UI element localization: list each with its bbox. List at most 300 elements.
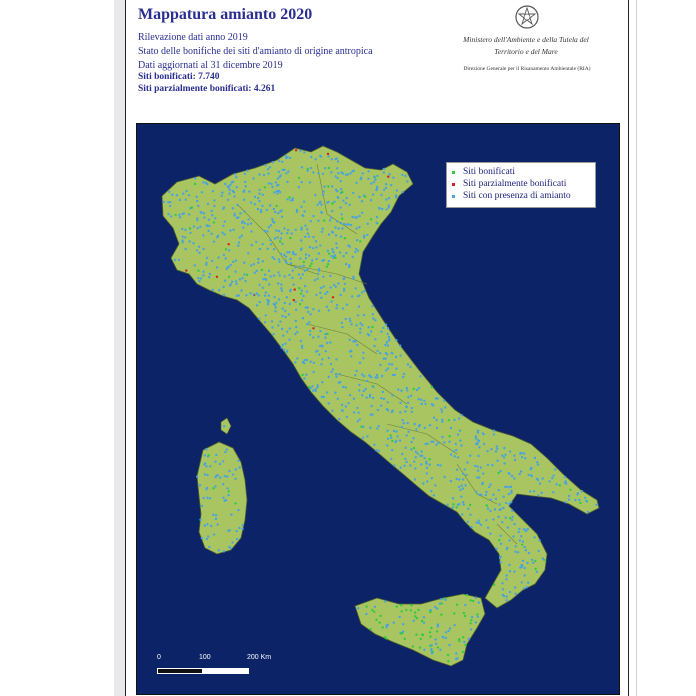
- site-dot: [387, 438, 389, 440]
- site-dot: [168, 191, 170, 193]
- site-dot: [416, 617, 418, 619]
- site-dot: [267, 168, 269, 170]
- site-dot: [408, 431, 410, 433]
- site-dot: [380, 397, 382, 399]
- site-dot: [250, 222, 252, 224]
- site-dot: [389, 434, 391, 436]
- site-dot: [498, 539, 500, 541]
- site-dot: [392, 177, 394, 179]
- site-dot: [312, 389, 314, 391]
- site-dot: [568, 495, 570, 497]
- site-dot: [370, 405, 372, 407]
- reclaimed-sites-count: Siti bonificati: 7.740: [138, 72, 220, 82]
- site-dot: [458, 503, 460, 505]
- site-dot: [197, 205, 199, 207]
- site-dot: [361, 200, 363, 202]
- site-dot: [448, 435, 450, 437]
- site-dot: [349, 204, 351, 206]
- site-dot: [357, 412, 359, 414]
- site-dot: [300, 181, 302, 183]
- site-dot: [310, 361, 312, 363]
- site-dot: [197, 227, 199, 229]
- site-dot: [401, 174, 403, 176]
- site-dot: [314, 279, 316, 281]
- site-dot: [495, 498, 497, 500]
- site-dot: [306, 290, 308, 292]
- site-dot: [267, 303, 269, 305]
- site-dot: [499, 557, 501, 559]
- site-dot: [455, 443, 457, 445]
- site-dot: [401, 419, 403, 421]
- site-dot: [294, 361, 296, 363]
- site-dot: [317, 220, 319, 222]
- site-dot: [413, 460, 415, 462]
- site-dot: [367, 223, 369, 225]
- site-dot: [341, 409, 343, 411]
- site-dot: [330, 371, 332, 373]
- site-dot: [450, 427, 452, 429]
- site-dot: [184, 236, 186, 238]
- site-dot: [505, 578, 507, 580]
- site-dot: [256, 292, 258, 294]
- site-dot: [504, 486, 506, 488]
- site-dot: [237, 245, 239, 247]
- site-dot: [226, 448, 228, 450]
- site-dot: [358, 226, 360, 228]
- site-dot: [399, 345, 401, 347]
- site-dot: [289, 237, 291, 239]
- site-dot: [328, 309, 330, 311]
- site-dot: [286, 198, 288, 200]
- site-dot: [373, 176, 375, 178]
- site-dot: [514, 551, 516, 553]
- site-dot: [357, 250, 359, 252]
- site-dot: [445, 599, 447, 601]
- site-dot: [508, 473, 510, 475]
- site-dot: [518, 528, 520, 530]
- site-dot: [502, 507, 504, 509]
- site-dot: [279, 174, 281, 176]
- site-dot: [448, 441, 450, 443]
- survey-year-line: Rilevazione dati anno 2019: [138, 32, 248, 43]
- site-dot: [531, 475, 533, 477]
- site-dot: [288, 339, 290, 341]
- site-dot: [327, 155, 329, 157]
- site-dot: [423, 457, 425, 459]
- site-dot: [196, 249, 198, 251]
- site-dot: [335, 242, 337, 244]
- site-dot: [461, 414, 463, 416]
- site-dot: [350, 224, 352, 226]
- site-dot: [367, 178, 369, 180]
- site-dot: [496, 445, 498, 447]
- site-dot: [273, 275, 275, 277]
- site-dot: [343, 277, 345, 279]
- site-dot: [295, 309, 297, 311]
- site-dot: [456, 604, 458, 606]
- site-dot: [312, 336, 314, 338]
- site-dot: [480, 494, 482, 496]
- site-dot: [424, 403, 426, 405]
- site-dot: [402, 623, 404, 625]
- site-dot: [467, 521, 469, 523]
- site-dot: [401, 453, 403, 455]
- site-dot: [537, 463, 539, 465]
- site-dot: [170, 215, 172, 217]
- site-dot: [374, 606, 376, 608]
- site-dot: [480, 524, 482, 526]
- site-dot: [311, 259, 313, 261]
- site-dot: [476, 442, 478, 444]
- site-dot: [280, 287, 282, 289]
- site-dot: [356, 407, 358, 409]
- site-dot: [489, 510, 491, 512]
- site-dot: [420, 463, 422, 465]
- site-dot: [218, 549, 220, 551]
- site-dot: [335, 175, 337, 177]
- site-dot: [400, 632, 402, 634]
- site-dot: [447, 654, 449, 656]
- site-dot: [182, 236, 184, 238]
- site-dot: [313, 362, 315, 364]
- site-dot: [439, 602, 441, 604]
- site-dot: [281, 161, 283, 163]
- site-dot: [581, 490, 583, 492]
- site-dot: [312, 236, 314, 238]
- site-dot: [435, 419, 437, 421]
- site-dot: [224, 220, 226, 222]
- site-dot: [346, 197, 348, 199]
- site-dot: [225, 248, 227, 250]
- site-dot: [194, 264, 196, 266]
- site-dot: [202, 271, 204, 273]
- site-dot: [505, 517, 507, 519]
- site-dot: [453, 612, 455, 614]
- site-dot: [204, 524, 206, 526]
- site-dot: [410, 395, 412, 397]
- site-dot: [295, 326, 297, 328]
- site-dot: [461, 484, 463, 486]
- site-dot: [343, 290, 345, 292]
- site-dot: [331, 202, 333, 204]
- site-dot: [244, 181, 246, 183]
- site-dot: [309, 333, 311, 335]
- site-dot: [219, 463, 221, 465]
- site-dot: [492, 494, 494, 496]
- site-dot: [295, 253, 297, 255]
- site-dot: [211, 214, 213, 216]
- site-dot: [330, 363, 332, 365]
- site-dot: [391, 411, 393, 413]
- site-dot: [475, 491, 477, 493]
- site-dot: [337, 160, 339, 162]
- site-dot: [416, 389, 418, 391]
- site-dot: [487, 527, 489, 529]
- site-dot: [205, 448, 207, 450]
- site-dot: [471, 616, 473, 618]
- site-dot: [386, 408, 388, 410]
- site-dot: [428, 464, 430, 466]
- site-dot: [415, 451, 417, 453]
- site-dot: [257, 262, 259, 264]
- site-dot: [306, 228, 308, 230]
- site-dot: [384, 344, 386, 346]
- site-dot: [321, 260, 323, 262]
- site-dot: [277, 184, 279, 186]
- site-dot: [358, 306, 360, 308]
- right-gutter: [629, 0, 696, 696]
- site-dot: [243, 262, 245, 264]
- site-dot: [526, 562, 528, 564]
- site-dot: [303, 265, 305, 267]
- site-dot: [320, 204, 322, 206]
- site-dot: [228, 470, 230, 472]
- site-dot: [191, 206, 193, 208]
- site-dot: [412, 645, 414, 647]
- site-dot: [183, 212, 185, 214]
- site-dot: [323, 285, 325, 287]
- site-dot: [307, 168, 309, 170]
- site-dot: [452, 503, 454, 505]
- site-dot: [340, 294, 342, 296]
- site-dot: [256, 270, 258, 272]
- site-dot: [277, 271, 279, 273]
- site-dot: [483, 443, 485, 445]
- site-dot: [233, 214, 235, 216]
- site-dot: [310, 167, 312, 169]
- site-dot: [243, 199, 245, 201]
- site-dot: [306, 268, 308, 270]
- site-dot: [305, 257, 307, 259]
- site-dot: [355, 287, 357, 289]
- site-dot: [328, 402, 330, 404]
- site-dot: [257, 197, 259, 199]
- site-dot: [414, 611, 416, 613]
- site-dot: [469, 455, 471, 457]
- site-dot: [286, 232, 288, 234]
- site-dot: [224, 500, 226, 502]
- site-dot: [292, 253, 294, 255]
- legend-swatch-partial: [452, 183, 455, 186]
- site-dot: [437, 397, 439, 399]
- site-dot: [374, 179, 376, 181]
- site-dot: [169, 205, 171, 207]
- site-dot: [279, 240, 281, 242]
- legend-item-asbestos: [452, 190, 590, 202]
- site-dot: [568, 499, 570, 501]
- site-dot: [425, 443, 427, 445]
- site-dot: [294, 288, 296, 290]
- site-dot: [517, 551, 519, 553]
- site-dot: [303, 261, 305, 263]
- site-dot: [284, 316, 286, 318]
- site-dot: [294, 333, 296, 335]
- site-dot: [417, 452, 419, 454]
- site-dot: [357, 607, 359, 609]
- site-dot: [413, 620, 415, 622]
- site-dot: [308, 255, 310, 257]
- site-dot: [306, 323, 308, 325]
- site-dot: [277, 178, 279, 180]
- site-dot: [380, 331, 382, 333]
- site-dot: [288, 196, 290, 198]
- site-dot: [289, 290, 291, 292]
- site-dot: [310, 220, 312, 222]
- site-dot: [404, 410, 406, 412]
- site-dot: [230, 264, 232, 266]
- site-dot: [506, 595, 508, 597]
- site-dot: [270, 275, 272, 277]
- site-dot: [464, 484, 466, 486]
- site-dot: [246, 274, 248, 276]
- site-dot: [218, 289, 220, 291]
- site-dot: [356, 239, 358, 241]
- site-dot: [284, 302, 286, 304]
- site-dot: [396, 605, 398, 607]
- site-dot: [387, 176, 389, 178]
- site-dot: [523, 452, 525, 454]
- site-dot: [411, 407, 413, 409]
- site-dot: [493, 430, 495, 432]
- site-dot: [266, 299, 268, 301]
- site-dot: [171, 194, 173, 196]
- site-dot: [356, 344, 358, 346]
- site-dot: [228, 249, 230, 251]
- site-dot: [302, 317, 304, 319]
- site-dot: [382, 626, 384, 628]
- site-dot: [345, 202, 347, 204]
- site-dot: [323, 191, 325, 193]
- site-dot: [321, 212, 323, 214]
- site-dot: [439, 649, 441, 651]
- site-dot: [258, 318, 260, 320]
- site-dot: [206, 523, 208, 525]
- site-dot: [463, 641, 465, 643]
- site-dot: [247, 223, 249, 225]
- site-dot: [232, 181, 234, 183]
- site-dot: [235, 176, 237, 178]
- site-dot: [478, 476, 480, 478]
- site-dot: [211, 210, 213, 212]
- site-dot: [322, 173, 324, 175]
- site-dot: [413, 447, 415, 449]
- site-dot: [504, 454, 506, 456]
- site-dot: [206, 225, 208, 227]
- site-dot: [519, 452, 521, 454]
- site-dot: [318, 310, 320, 312]
- site-dot: [320, 297, 322, 299]
- site-dot: [321, 231, 323, 233]
- site-dot: [285, 262, 287, 264]
- site-dot: [223, 254, 225, 256]
- site-dot: [236, 204, 238, 206]
- site-dot: [284, 310, 286, 312]
- site-dot: [357, 295, 359, 297]
- site-dot: [228, 243, 230, 245]
- site-dot: [286, 296, 288, 298]
- site-dot: [283, 169, 285, 171]
- site-dot: [257, 258, 259, 260]
- site-dot: [395, 356, 397, 358]
- site-dot: [458, 478, 460, 480]
- site-dot: [198, 246, 200, 248]
- site-dot: [269, 204, 271, 206]
- site-dot: [339, 373, 341, 375]
- site-dot: [312, 327, 314, 329]
- site-dot: [258, 173, 260, 175]
- site-dot: [179, 216, 181, 218]
- site-dot: [500, 535, 502, 537]
- site-dot: [264, 295, 266, 297]
- site-dot: [198, 252, 200, 254]
- site-dot: [335, 307, 337, 309]
- site-dot: [300, 206, 302, 208]
- site-dot: [254, 203, 256, 205]
- site-dot: [312, 171, 314, 173]
- site-dot: [309, 246, 311, 248]
- site-dot: [502, 594, 504, 596]
- site-dot: [328, 253, 330, 255]
- site-dot: [209, 497, 211, 499]
- site-dot: [429, 635, 431, 637]
- site-dot: [474, 465, 476, 467]
- site-dot: [293, 299, 295, 301]
- site-dot: [309, 330, 311, 332]
- site-dot: [349, 350, 351, 352]
- site-dot: [477, 431, 479, 433]
- site-dot: [296, 209, 298, 211]
- site-dot: [407, 422, 409, 424]
- site-dot: [339, 251, 341, 253]
- scale-segment-light: [203, 668, 249, 674]
- site-dot: [469, 599, 471, 601]
- site-dot: [391, 363, 393, 365]
- site-dot: [422, 482, 424, 484]
- site-dot: [375, 449, 377, 451]
- site-dot: [233, 191, 235, 193]
- site-dot: [286, 181, 288, 183]
- site-dot: [271, 186, 273, 188]
- site-dot: [232, 229, 234, 231]
- site-dot: [363, 314, 365, 316]
- site-dot: [280, 253, 282, 255]
- site-dot: [185, 199, 187, 201]
- site-dot: [426, 467, 428, 469]
- site-dot: [371, 609, 373, 611]
- site-dot: [395, 196, 397, 198]
- site-dot: [271, 320, 273, 322]
- site-dot: [201, 505, 203, 507]
- site-dot: [447, 630, 449, 632]
- site-dot: [565, 501, 567, 503]
- site-dot: [406, 387, 408, 389]
- site-dot: [292, 269, 294, 271]
- site-dot: [527, 528, 529, 530]
- site-dot: [508, 564, 510, 566]
- site-dot: [284, 275, 286, 277]
- site-dot: [330, 171, 332, 173]
- site-dot: [258, 284, 260, 286]
- site-dot: [459, 439, 461, 441]
- site-dot: [285, 157, 287, 159]
- site-dot: [400, 604, 402, 606]
- site-dot: [348, 266, 350, 268]
- site-dot: [318, 202, 320, 204]
- site-dot: [169, 201, 171, 203]
- site-dot: [205, 264, 207, 266]
- site-dot: [184, 248, 186, 250]
- site-dot: [278, 160, 280, 162]
